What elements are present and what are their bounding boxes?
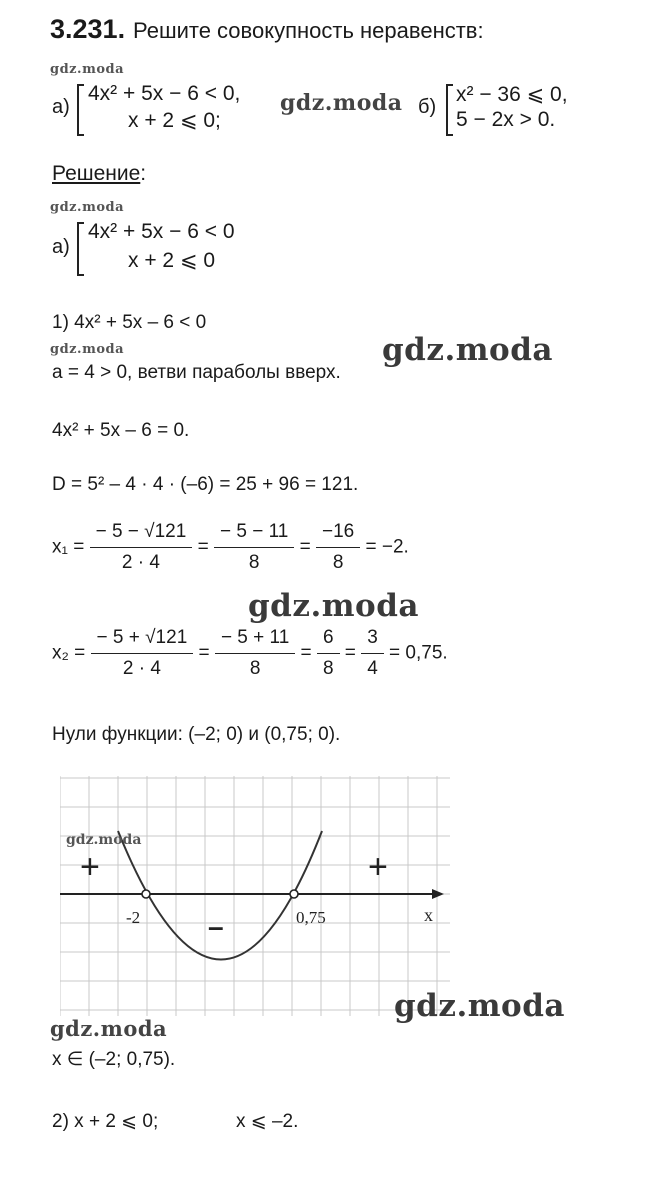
system-bracket [77,84,84,136]
quadratic-equation: 4x² + 5x – 6 = 0. [52,420,190,441]
solution-a-line2: x + 2 ⩽ 0 [128,249,216,272]
x2-num3: 6 [317,627,340,654]
system-bracket [446,84,453,136]
watermark: gdz.moda [280,90,403,116]
watermark: gdz.moda [50,342,125,357]
solution-heading-text: Решение [52,162,141,185]
fraction [361,627,384,680]
fraction [91,627,194,680]
problem-b-line1: x² − 36 ⩽ 0, [456,83,568,106]
watermark: gdz.moda [394,988,565,1024]
x2-num1: − 5 + √121 [91,627,194,654]
x2-den3: 8 [322,658,334,679]
x2-den4: 4 [367,658,378,679]
x2-num4: 3 [361,627,384,654]
watermark: gdz.moda [66,832,142,848]
fraction [316,521,360,574]
x1-den1: 2 · 4 [121,552,160,573]
watermark: gdz.moda [382,332,553,368]
watermark: gdz.moda [50,62,125,77]
problem-a-label: а) [52,96,70,118]
x1-den2: 8 [248,552,260,573]
watermark: gdz.moda [248,588,419,624]
watermark: gdz.moda [50,200,125,215]
problem-number: 3.231. [50,14,126,44]
x1-var: x₁ = [52,536,85,558]
x1-num1: − 5 − √121 [90,521,193,548]
discriminant: D = 5² – 4 · 4 · (–6) = 25 + 96 = 121. [52,474,359,495]
root-point-right [290,890,298,898]
parabola-graph [60,776,450,1016]
root-x1: x₁ = $\frac{- 5 - √121}{2 \cdot 4}$ = $\frac{- 5 - 11}{8}$ = $\frac{-16}{8}$ = −2. [52,521,409,573]
fraction [90,521,193,574]
solution-a-line1: 4x² + 5x − 6 < 0 [88,220,235,243]
x1-den3: 8 [332,552,344,573]
tick-label-right: 0,75 [296,908,326,927]
task-statement: Решите совокупность неравенств: [133,18,484,43]
coefficient-note: a = 4 > 0, ветви параболы вверх. [52,362,341,383]
system-bracket [77,222,84,276]
solution-heading-colon: : [140,162,147,185]
fraction [214,521,294,574]
fraction [215,627,295,680]
x2-den2: 8 [249,658,261,679]
axis-label-x: x [424,905,433,925]
problem-a-line2: x + 2 ⩽ 0; [128,109,221,132]
fraction [317,627,340,680]
problem-b-line2: 5 − 2x > 0. [456,108,556,131]
interval-answer: x ∈ (–2; 0,75). [52,1049,176,1070]
solution-a-label: а) [52,236,70,258]
problem-b-label: б) [418,96,437,118]
plus-sign-left: + [80,848,100,886]
x2-var: x₂ = [52,642,86,664]
solution-heading [52,162,146,186]
problem-a-line1: 4x² + 5x − 6 < 0, [88,82,241,105]
step-2-result: x ⩽ –2. [236,1111,299,1132]
x1-result: = −2. [365,536,409,558]
x2-num2: − 5 + 11 [215,627,295,654]
function-zeros: Нули функции: (–2; 0) и (0,75; 0). [52,724,341,745]
root-point-left [142,890,150,898]
x2-den1: 2 · 4 [122,658,161,679]
plus-sign-right: + [368,848,388,886]
watermark: gdz.moda [50,1016,168,1041]
x2-result: = 0,75. [389,642,448,664]
x1-num3: −16 [316,521,360,548]
x1-num2: − 5 − 11 [214,521,294,548]
step-2: 2) x + 2 ⩽ 0; [52,1111,159,1132]
minus-sign: – [208,911,224,942]
tick-label-left: -2 [126,908,141,927]
step-1: 1) 4x² + 5x – 6 < 0 [52,312,207,333]
root-x2: x₂ = $\frac{- 5 + √121}{2 \cdot 4}$ = $\frac{- 5 + 11}{8}$ = $\frac{6}{8}$ = $\frac{3}{4}$ = 0,75. [52,627,448,679]
